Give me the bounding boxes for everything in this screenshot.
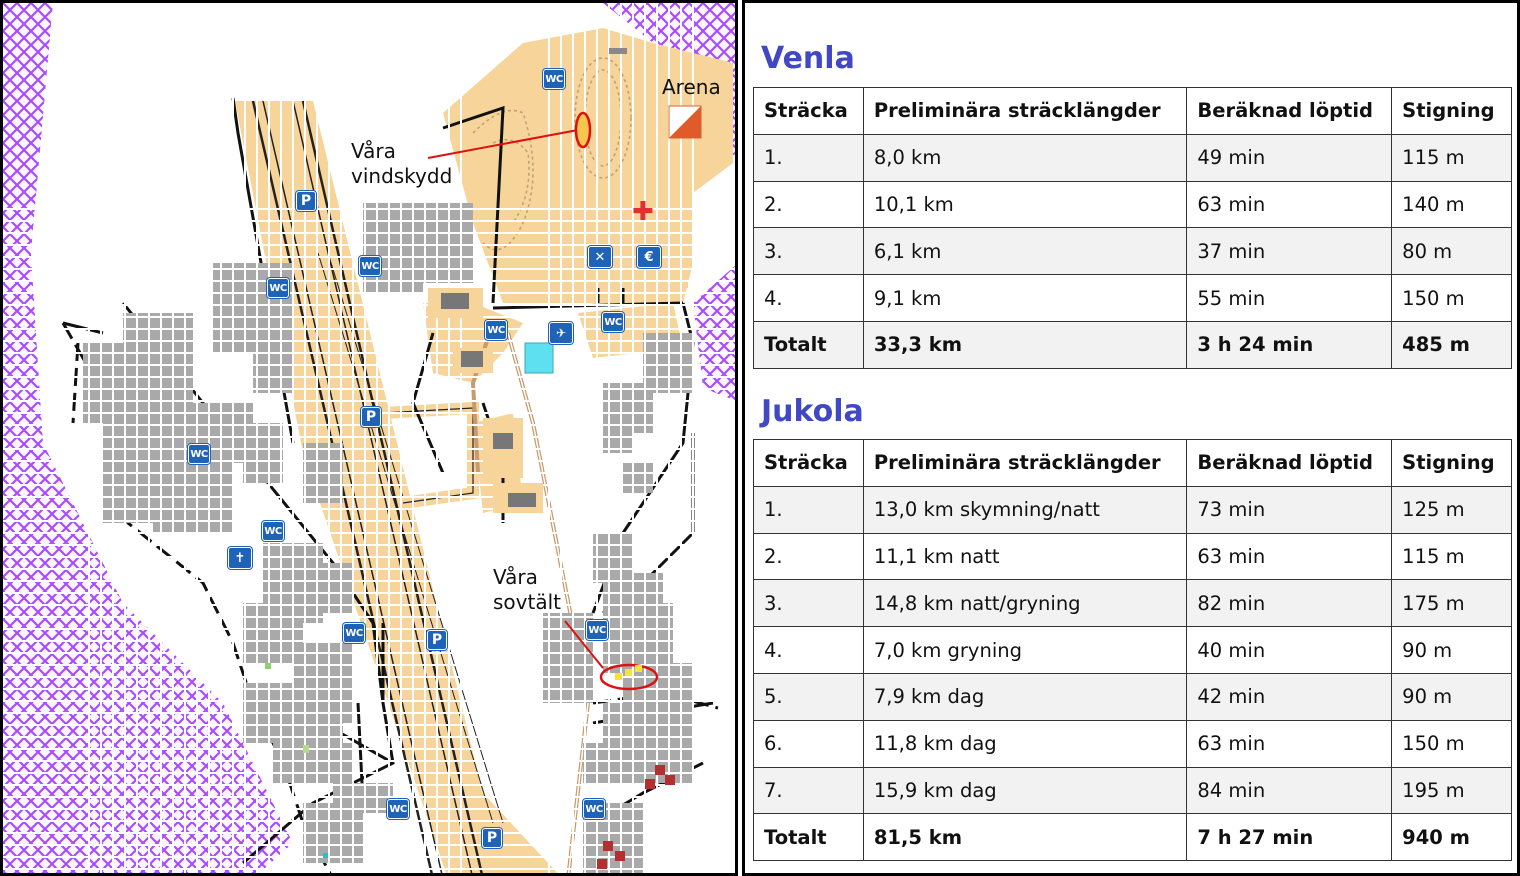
- cell-total-length: 81,5 km: [863, 814, 1187, 861]
- column-header-time: Beräknad löptid: [1187, 88, 1392, 135]
- pond: [525, 343, 553, 373]
- cell-climb: 90 m: [1392, 673, 1512, 720]
- column-header-leg: Sträcka: [754, 440, 864, 487]
- event-map: [0, 0, 738, 876]
- parking-icon: P: [361, 407, 381, 427]
- cell-time: 82 min: [1187, 580, 1392, 627]
- total-row: [754, 321, 1512, 368]
- cell-climb: 195 m: [1392, 767, 1512, 814]
- cell-length: 6,1 km: [863, 228, 1187, 275]
- venla-header-row: [754, 88, 1512, 135]
- parking-icon: P: [296, 191, 316, 211]
- cell-time: 63 min: [1187, 181, 1392, 228]
- arena-label: Arena: [662, 75, 721, 99]
- cell-length: 10,1 km: [863, 181, 1187, 228]
- cell-length: 13,0 km skymning/natt: [863, 486, 1187, 533]
- cell-time: 42 min: [1187, 673, 1392, 720]
- column-header-time: Beräknad löptid: [1187, 440, 1392, 487]
- table-row: [754, 580, 1512, 627]
- cell-leg: 3.: [754, 228, 864, 275]
- cell-time: 37 min: [1187, 228, 1392, 275]
- wc-icon: WC: [262, 521, 284, 541]
- vindskydd-label: Våra vindskydd: [351, 139, 453, 188]
- cell-leg: 1.: [754, 134, 864, 181]
- table-row: [754, 486, 1512, 533]
- wc-icon: WC: [583, 799, 605, 819]
- cell-leg: 3.: [754, 580, 864, 627]
- cell-leg: 4.: [754, 275, 864, 322]
- leg-info-panel: [742, 0, 1520, 876]
- currency-exchange-icon: €: [637, 246, 661, 268]
- cell-climb: 150 m: [1392, 275, 1512, 322]
- cell-time: 55 min: [1187, 275, 1392, 322]
- venla-title: Venla: [761, 41, 855, 76]
- cell-time: 63 min: [1187, 720, 1392, 767]
- cell-climb: 125 m: [1392, 486, 1512, 533]
- cell-leg: 4.: [754, 627, 864, 674]
- map-graphic: [3, 3, 738, 876]
- cell-climb: 140 m: [1392, 181, 1512, 228]
- parking-icon: P: [482, 828, 502, 848]
- cell-leg: 6.: [754, 720, 864, 767]
- cell-time: 49 min: [1187, 134, 1392, 181]
- table-row: [754, 134, 1512, 181]
- cell-climb: 175 m: [1392, 580, 1512, 627]
- jukola-title: Jukola: [761, 394, 864, 429]
- table-row: [754, 228, 1512, 275]
- cell-total-climb: 940 m: [1392, 814, 1512, 861]
- cell-time: 73 min: [1187, 486, 1392, 533]
- cell-climb: 115 m: [1392, 533, 1512, 580]
- table-row: [754, 627, 1512, 674]
- venla-table: [753, 87, 1512, 369]
- wc-icon: WC: [543, 69, 565, 89]
- first-aid-icon: ✚: [632, 197, 654, 227]
- cell-time: 63 min: [1187, 533, 1392, 580]
- wc-icon: WC: [267, 278, 289, 298]
- cell-length: 15,9 km dag: [863, 767, 1187, 814]
- wc-icon: WC: [602, 312, 624, 332]
- cell-length: 14,8 km natt/gryning: [863, 580, 1187, 627]
- cell-climb: 115 m: [1392, 134, 1512, 181]
- wc-icon: WC: [359, 256, 381, 276]
- ski-service-icon: ✈: [549, 322, 573, 344]
- cell-total-time: 7 h 27 min: [1187, 814, 1392, 861]
- cell-leg: 5.: [754, 673, 864, 720]
- wc-icon: WC: [188, 444, 210, 464]
- cell-length: 7,9 km dag: [863, 673, 1187, 720]
- cell-length: 7,0 km gryning: [863, 627, 1187, 674]
- cell-climb: 150 m: [1392, 720, 1512, 767]
- wc-icon: WC: [586, 620, 608, 640]
- cell-length: 9,1 km: [863, 275, 1187, 322]
- column-header-climb: Stigning: [1392, 88, 1512, 135]
- cell-time: 40 min: [1187, 627, 1392, 674]
- cell-leg: 1.: [754, 486, 864, 533]
- table-row: [754, 533, 1512, 580]
- total-row: [754, 814, 1512, 861]
- cell-length: 11,8 km dag: [863, 720, 1187, 767]
- vindskydd-marker: [576, 113, 590, 147]
- cell-length: 11,1 km natt: [863, 533, 1187, 580]
- wc-icon: WC: [387, 799, 409, 819]
- cell-total-time: 3 h 24 min: [1187, 321, 1392, 368]
- cell-climb: 80 m: [1392, 228, 1512, 275]
- cell-leg: 2.: [754, 533, 864, 580]
- jukola-table: [753, 439, 1512, 861]
- column-header-climb: Stigning: [1392, 440, 1512, 487]
- wc-icon: WC: [485, 320, 507, 340]
- table-row: [754, 720, 1512, 767]
- cell-total-climb: 485 m: [1392, 321, 1512, 368]
- table-row: [754, 673, 1512, 720]
- cell-total-length: 33,3 km: [863, 321, 1187, 368]
- cell-total-label: Totalt: [754, 321, 864, 368]
- church-icon: ✝: [228, 547, 252, 569]
- restaurant-icon: ✕: [588, 246, 612, 268]
- cell-leg: 7.: [754, 767, 864, 814]
- column-header-leg: Sträcka: [754, 88, 864, 135]
- cell-length: 8,0 km: [863, 134, 1187, 181]
- cell-leg: 2.: [754, 181, 864, 228]
- column-header-length: Preliminära sträcklängder: [863, 88, 1187, 135]
- cell-total-label: Totalt: [754, 814, 864, 861]
- arena-symbol: [669, 106, 701, 138]
- table-row: [754, 181, 1512, 228]
- cell-climb: 90 m: [1392, 627, 1512, 674]
- sovtalt-label: Våra sovtält: [493, 565, 561, 614]
- table-row: [754, 767, 1512, 814]
- jukola-header-row: [754, 440, 1512, 487]
- column-header-length: Preliminära sträcklängder: [863, 440, 1187, 487]
- cell-time: 84 min: [1187, 767, 1392, 814]
- parking-icon: P: [427, 630, 447, 650]
- wc-icon: WC: [343, 623, 365, 643]
- table-row: [754, 275, 1512, 322]
